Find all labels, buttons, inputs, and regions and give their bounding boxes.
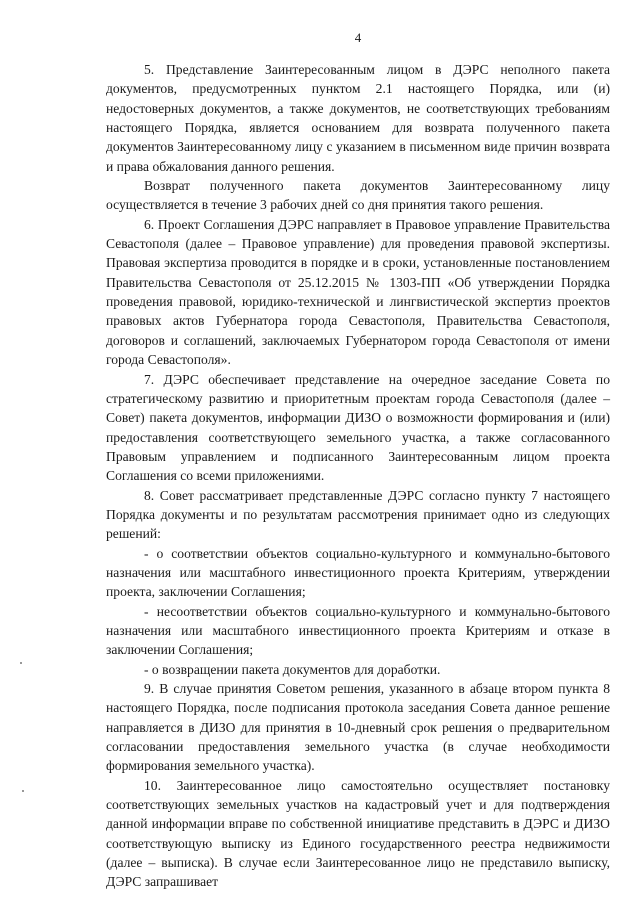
paragraph-5: 5. Представление Заинтересованным лицом в ДЭРС неполного пакета документов, предусмотренных пунктом 2.1 настоящего Порядка, или (и) недостоверных документов, а также документов, не соответствующих требованиям настоящего Порядка, является основанием для возврата полученного пакета документов Заинтересованному лицу с указанием в письменном виде причин возврата и права обжалования данного решения. bbox=[106, 62, 610, 174]
paragraph-7: 7. ДЭРС обеспечивает представление на очередное заседание Совета по стратегическому развитию и приоритетным проектам города Севастополя (далее – Совет) пакета документов, информации ДИЗО о возможности формирования и (или) предоставления соответствующего земельного участка, а также согласованного Правовым управлением и подписанного Заинтересованным лицом проекта Соглашения со всеми приложениями. bbox=[106, 371, 610, 484]
paragraph-5-return: Возврат полученного пакета документов Заинтересованному лицу осуществляется в течение 3 рабочих дней со дня принятия такого решения. bbox=[106, 178, 610, 213]
page-number: 4 bbox=[354, 30, 362, 45]
list-item-noncompliance: - несоответствии объектов социально-культурного и коммунально-бытового назначения или масштабного инвестиционного проекта Критериям и отказе в заключении Соглашения; bbox=[106, 603, 610, 658]
paragraph-8: 8. Совет рассматривает представленные ДЭРС согласно пункту 7 настоящего Порядка документы и по результатам рассмотрения принимает одно из следующих решений: bbox=[106, 487, 610, 542]
scan-dot bbox=[20, 662, 22, 664]
paragraph-9: 9. В случае принятия Советом решения, указанного в абзаце втором пункта 8 настоящего Порядка, после подписания протокола заседания Совета данное решение направляется в ДИЗО для принятия в 10-дневный срок решения о предварительном согласовании предоставления земельного участка (в случае необходимости формирования земельного участка). bbox=[106, 681, 610, 774]
list-item-return: - о возвращении пакета документов для доработки. bbox=[144, 661, 441, 677]
scan-dot bbox=[22, 790, 24, 792]
list-item-compliance: - о соответствии объектов социально-культурного и коммунально-бытового назначения или масштабного инвестиционного проекта Критериям, утверждении проекта, заключении Соглашения; bbox=[106, 545, 610, 600]
paragraph-10: 10. Заинтересованное лицо самостоятельно осуществляет постановку соответствующих земельных участков на кадастровый учет и для подтверждения данной информации вправе по собственной инициативе представить в ДЭРС и ДИЗО соответствующую выписку из Единого государственного реестра недвижимости (далее – выписка). В случае если Заинтересованное лицо не представило выписку, ДЭРС запрашивает bbox=[106, 777, 610, 890]
paragraph-6: 6. Проект Соглашения ДЭРС направляет в Правовое управление Правительства Севастополя (далее – Правовое управление) для проведения правовой экспертизы. Правовая экспертиза проводится в порядке и в сроки, установленные постановлением Правительства Севастополя от 25.12.2015 № 1303-ПП «Об утверждении Порядка проведения правовой, юридико-технической и лингвистической экспертиз проектов правовых актов Губернатора города Севастополя, Правительства Севастополя, договоров и соглашений, заключаемых Губернатором города Севастополя от имени города Севастополя». bbox=[106, 216, 610, 368]
